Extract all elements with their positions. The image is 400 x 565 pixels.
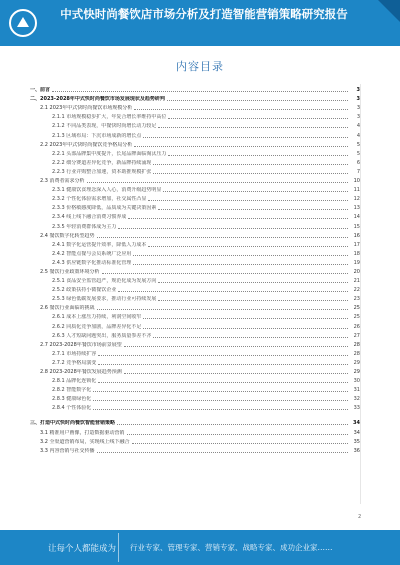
- toc-leader-dots: [163, 191, 348, 192]
- toc-entry[interactable]: [30, 402, 360, 411]
- toc-leader-dots: [158, 300, 348, 301]
- toc-entry-label: 3.1 精准用户画像，打造数据驱动营销: [40, 429, 125, 436]
- toc-entry[interactable]: [30, 202, 360, 211]
- toc-leader-dots: [153, 337, 348, 338]
- toc-entry[interactable]: [30, 275, 360, 284]
- toc-entry-label: 2.8 2023-2028年餐饮发展趋势预测: [40, 369, 122, 375]
- toc-entry-label: 2.1.1 市场规模稳步扩大，年复合增长率维持中高位: [52, 114, 167, 121]
- toc-entry-label: 2.8.4 个性体验化: [52, 405, 92, 412]
- footer-banner: [0, 530, 400, 565]
- toc-entry-page: 21: [353, 278, 360, 285]
- toc-entry[interactable]: [30, 348, 360, 357]
- toc-entry-label: 2.2.2 细分赛道差异化竞争，新品牌持续涌现: [52, 159, 152, 166]
- toc-entry[interactable]: [30, 445, 360, 454]
- toc-entry[interactable]: [30, 239, 360, 248]
- toc-entry-page: 23: [353, 296, 360, 303]
- toc-entry-label: 2.3.3 价格敏感度降低，品质成为关键决策因素: [52, 205, 157, 212]
- toc-entry[interactable]: [30, 139, 360, 148]
- toc-entry[interactable]: [30, 111, 360, 120]
- toc-entry-label: 2.5.3 绿色低碳发展要求，推动行业可持续发展: [52, 296, 157, 303]
- toc-entry-page: 16: [353, 232, 360, 239]
- toc-entry-label: 3.2 全渠道营销布局，实现线上线下融合: [40, 438, 130, 445]
- banner-corner: [378, 0, 400, 22]
- toc-entry[interactable]: [30, 220, 360, 229]
- toc-entry[interactable]: [30, 211, 360, 220]
- toc-leader-dots: [128, 218, 348, 219]
- toc-entry-page: 14: [353, 214, 360, 221]
- toc-entry-page: 35: [353, 438, 360, 445]
- toc-entry[interactable]: [30, 175, 360, 184]
- toc-entry-page: 34: [353, 429, 360, 436]
- toc-leader-dots: [168, 155, 348, 156]
- toc-leader-dots: [134, 146, 348, 147]
- report-title: 中式快时尚餐饮店市场分析及打造智能营销策略研究报告: [60, 7, 348, 21]
- toc-leader-dots: [93, 400, 348, 401]
- toc-entry-label: 2.7.2 竞争格局演变: [52, 359, 97, 366]
- toc-entry-page: 25: [353, 314, 360, 321]
- toc-entry-page: 4: [356, 123, 360, 130]
- toc-entry-label: 2.3.1 健康饮食理念深入人心，消费升级趋势明显: [52, 187, 162, 194]
- toc-entry-label: 2.3 消费者需求分析: [40, 178, 85, 185]
- toc-entry-label: 2.6.2 同质化竞争加剧，品牌差异化不足: [52, 323, 142, 330]
- toc-entry[interactable]: [30, 184, 360, 193]
- toc-entry-label: 2.6.1 成本上涨压力持续，利润空间收窄: [52, 314, 142, 321]
- toc-leader-dots: [134, 109, 348, 110]
- toc-entry-page: 20: [353, 268, 360, 275]
- toc-entry-page: 22: [353, 287, 360, 294]
- toc-entry[interactable]: [30, 266, 360, 275]
- toc-entry-label: 2.5.1 食品安全监管趋严，规范化成为发展方向: [52, 278, 157, 285]
- toc-entry-label: 二、2023-2028年中式快时尚餐饮市场发展现状及趋势研判: [30, 96, 165, 103]
- toc-leader-dots: [102, 273, 348, 274]
- toc-entry-page: 13: [353, 205, 360, 212]
- toc-entry-page: 34: [353, 420, 360, 427]
- toc-entry[interactable]: [30, 230, 360, 239]
- logo-icon: [8, 8, 38, 38]
- toc-leader-dots: [93, 409, 348, 410]
- toc-entry[interactable]: [30, 320, 360, 329]
- toc-entry[interactable]: [30, 330, 360, 339]
- toc-leader-dots: [158, 127, 348, 128]
- toc-leader-dots: [167, 100, 348, 101]
- footer-cta: 让每个人都能成为: [48, 544, 117, 554]
- toc-entry[interactable]: [30, 426, 360, 435]
- toc-entry[interactable]: [30, 157, 360, 166]
- toc-entry-page: 32: [353, 396, 360, 403]
- toc-entry[interactable]: [30, 357, 360, 366]
- toc-leader-dots: [93, 391, 348, 392]
- toc-entry-page: 19: [353, 259, 360, 266]
- toc-heading: 内容目录: [176, 60, 224, 73]
- toc-entry-page: 31: [353, 387, 360, 394]
- toc-entry-page: 4: [356, 132, 360, 139]
- toc-entry-label: 2.2 2023年中式快时尚餐饮竞争格局分析: [40, 141, 133, 148]
- toc-entry[interactable]: [30, 84, 360, 93]
- toc-entry-page: 28: [353, 350, 360, 357]
- toc-entry[interactable]: [30, 129, 360, 138]
- toc-entry-page: 6: [356, 159, 360, 166]
- toc-entry-label: 三、打造中式快时尚餐饮智能营销策略: [30, 420, 116, 427]
- toc-entry[interactable]: [30, 293, 360, 302]
- toc-leader-dots: [124, 373, 348, 374]
- toc-entry-label: 2.1.2 不同品类表现，中餐快时尚增长动力较足: [52, 123, 157, 130]
- toc-entry-label: 2.4.2 智能点餐与会员系统广泛应用: [52, 250, 132, 257]
- toc-leader-dots: [118, 291, 348, 292]
- toc-leader-dots: [52, 91, 348, 92]
- footer-divider: [118, 533, 119, 562]
- toc-leader-dots: [98, 355, 348, 356]
- toc-entry[interactable]: [30, 436, 360, 445]
- toc-entry[interactable]: [30, 102, 360, 111]
- toc-entry[interactable]: [30, 375, 360, 384]
- toc-entry-label: 2.3.4 线上线下融合消费习惯养成: [52, 214, 127, 221]
- toc-entry-label: 2.3.5 年轻消费群体成为主力: [52, 223, 117, 230]
- toc-entry-label: 2.1 2023年中式快时尚餐饮市场规模分析: [40, 105, 133, 112]
- toc-leader-dots: [132, 443, 348, 444]
- toc-entry-label: 2.7 2023-2028年餐饮市场前景展望: [40, 341, 122, 348]
- toc-entry[interactable]: [30, 311, 360, 320]
- toc-entry[interactable]: [30, 302, 360, 311]
- toc-entry-page: 17: [353, 241, 360, 248]
- toc-entry-label: 2.3.2 个性化体验需求增加，社交属性凸显: [52, 196, 147, 203]
- toc-leader-dots: [143, 137, 348, 138]
- header-banner: [0, 0, 400, 46]
- toc-entry-label: 2.8.2 智能数字化: [52, 387, 92, 394]
- toc-entry-page: 36: [353, 447, 360, 454]
- toc-entry[interactable]: [30, 120, 360, 129]
- toc-entry-label: 3.3 内容营销与社交传播: [40, 447, 95, 454]
- toc-entry[interactable]: [30, 166, 360, 175]
- toc-entry-label: 2.4.3 供应链数字化推动标准化管理: [52, 259, 132, 266]
- toc-leader-dots: [153, 173, 348, 174]
- toc-entry[interactable]: [30, 93, 360, 102]
- toc-entry[interactable]: [30, 366, 360, 375]
- toc-entry-label: 2.2.3 行业并购整合加速，资本助推规模扩张: [52, 168, 152, 175]
- toc-entry-page: 28: [353, 341, 360, 348]
- toc-entry-page: 5: [356, 141, 360, 148]
- toc-leader-dots: [143, 328, 348, 329]
- toc-entry-page: 3: [356, 96, 360, 103]
- margin-line: [360, 84, 361, 504]
- toc-leader-dots: [117, 424, 348, 425]
- toc-entry[interactable]: [30, 393, 360, 402]
- toc-entry-page: 3: [356, 105, 360, 112]
- toc-entry[interactable]: [30, 284, 360, 293]
- toc-leader-dots: [97, 309, 348, 310]
- toc-entry-page: 27: [353, 332, 360, 339]
- toc-leader-dots: [133, 255, 348, 256]
- toc-entry-page: 25: [353, 305, 360, 312]
- toc-entry-label: 2.5.2 政策扶持小微餐饮企业: [52, 287, 117, 294]
- toc-leader-dots: [133, 264, 348, 265]
- toc-leader-dots: [148, 246, 348, 247]
- toc-leader-dots: [158, 282, 348, 283]
- toc-entry[interactable]: [30, 148, 360, 157]
- toc-entry-page: 10: [353, 178, 360, 185]
- toc-entry-label: 2.7.1 市场持续扩容: [52, 350, 97, 357]
- toc-leader-dots: [168, 118, 348, 119]
- toc-entry[interactable]: [30, 339, 360, 348]
- toc-entry-label: 一、前言: [30, 87, 51, 94]
- toc-leader-dots: [127, 434, 348, 435]
- toc-entry-page: 30: [353, 378, 360, 385]
- toc-leader-dots: [158, 209, 348, 210]
- toc-leader-dots: [97, 237, 348, 238]
- toc-entry-page: 12: [353, 196, 360, 203]
- toc-entry-page: 29: [353, 369, 360, 375]
- toc-entry-label: 2.2.1 头部品牌集中度提升，长尾品牌面临淘汰压力: [52, 150, 167, 157]
- toc-entry-page: 15: [353, 223, 360, 230]
- page-number: 2: [358, 514, 362, 520]
- toc-entry[interactable]: [30, 257, 360, 266]
- toc-entry-label: 2.4 餐饮数字化转型趋势: [40, 232, 95, 239]
- toc-leader-dots: [124, 346, 348, 347]
- toc-leader-dots: [98, 364, 348, 365]
- toc-entry-page: 33: [353, 405, 360, 412]
- toc-entry-page: 11: [353, 187, 360, 194]
- toc-leader-dots: [118, 228, 348, 229]
- toc-leader-dots: [148, 200, 348, 201]
- toc-entry-page: 5: [356, 150, 360, 157]
- toc-entry-page: 3: [356, 114, 360, 121]
- toc-entry-page: 18: [353, 250, 360, 257]
- toc-entry[interactable]: [30, 417, 360, 426]
- toc-leader-dots: [143, 318, 348, 319]
- toc-entry-label: 2.6 餐饮行业面临的挑战: [40, 305, 95, 312]
- toc-entry-label: 2.8.1 品牌化连锁化: [52, 378, 97, 385]
- toc-entry[interactable]: [30, 384, 360, 393]
- table-of-contents: [30, 84, 360, 454]
- toc-leader-dots: [98, 382, 348, 383]
- toc-entry-label: 2.6.3 人才短缺问题突出，服务质量参差不齐: [52, 332, 152, 339]
- toc-leader-dots: [87, 182, 348, 183]
- toc-entry-page: 26: [353, 323, 360, 330]
- toc-entry-label: 2.4.1 数字化运营提升效率，降低人力成本: [52, 241, 147, 248]
- footer-roles: 行业专家、管理专家、营销专家、战略专家、成功企业家……: [130, 543, 333, 552]
- toc-entry-page: 29: [353, 359, 360, 366]
- toc-leader-dots: [97, 452, 348, 453]
- toc-entry-label: 2.5 餐饮行业政策环境分析: [40, 268, 100, 275]
- toc-entry-label: 2.8.3 健康绿色化: [52, 396, 92, 403]
- toc-entry[interactable]: [30, 248, 360, 257]
- toc-entry-page: 3: [356, 87, 360, 94]
- toc-entry-page: 7: [356, 168, 360, 175]
- toc-entry[interactable]: [30, 193, 360, 202]
- toc-leader-dots: [153, 164, 348, 165]
- toc-entry-label: 2.1.3 区域布局：下沉市场成新的增长点: [52, 132, 142, 139]
